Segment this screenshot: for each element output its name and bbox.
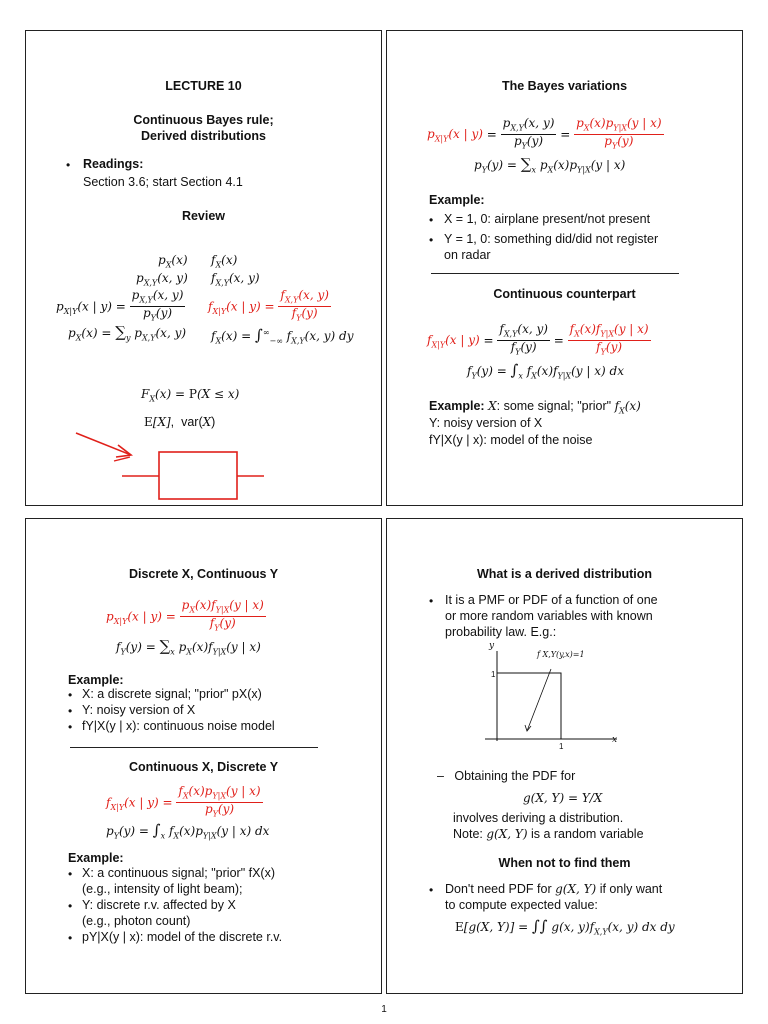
divider [70, 747, 318, 748]
formula-expectation: E[g(X, Y)] = ∫∫ g(x, $y)f_{X,Y}(x$, y) dx dy [455, 917, 675, 937]
example-bullet-2: Y: noisy version of X [82, 703, 196, 717]
formula-fmarg: $f_X(x) = \int^\infty_{-\infty}$ $f_{X,Y}(x$, y) dy [211, 326, 354, 346]
example-label: Example: [429, 193, 485, 207]
bullet-icon: • [429, 883, 434, 897]
slide-lecture-10 [25, 30, 382, 506]
formula-gxy: g(X, Y) = Y/X [523, 791, 603, 805]
figure-y-one: 1 [491, 670, 496, 679]
example2-line-2: Y: noisy version of X [429, 416, 543, 430]
figure-x-label: x [612, 735, 618, 745]
bullet-icon: • [429, 213, 434, 227]
example-label: Example: [68, 673, 124, 687]
example-bullet-3: fY|X(y | x): continuous noise model [82, 719, 275, 733]
example2-bullet-3: pY|X(y | x): model of the discrete r.v. [82, 930, 283, 944]
involves-text: involves deriving a distribution. [453, 811, 624, 825]
example-bullet-1: X = 1, 0: airplane present/not present [444, 212, 651, 226]
example-bullet-2-cont: on radar [444, 248, 491, 262]
slide-title: What is a derived distribution [476, 567, 653, 581]
bullet-icon: • [429, 233, 434, 247]
formula-py-int: $p_Y(y) = \int_x$ $f_X(x)p_{Y|X}(y$ | x) dx [106, 821, 270, 841]
slide-title: LECTURE 10 [165, 79, 242, 93]
formula-fcond: $f_{X|Y}(x$ | y) = $\frac{f_{X,Y}(x, y)}{f_Y(y)}$ [208, 288, 329, 323]
example2-bullet-1: X: a continuous signal; "prior" fX(x) [82, 866, 275, 880]
bullet-icon: • [68, 704, 73, 718]
page-number: 1 [381, 1004, 387, 1015]
example2-line-3: fY|X(y | x): model of the noise [429, 433, 593, 447]
slide-bayes-variations [386, 30, 743, 506]
bullet-icon: • [68, 867, 73, 881]
bullet-icon: • [66, 158, 71, 172]
formula-fxy: $f_{X,Y}(x$, y) [211, 271, 260, 288]
when-not-heading: When not to find them [498, 856, 631, 870]
bullet1-line-1: It is a PMF or PDF of a function of one [445, 593, 658, 607]
example2-label: Example: [68, 851, 124, 865]
formula-fxgy: $f_{X|Y}(x$ | y) = $\frac{f_X(x)p_{Y|X}(y | x)}{p_Y(y)}$ [106, 784, 261, 819]
example-bullet-2: Y = 1, 0: something did/did not register [444, 232, 659, 246]
formula-fy-total: $f_Y(y) = \int_x$ $f_X(x)f_{Y|X}(y$ | x) dx [467, 361, 624, 381]
formula-bayes-discrete: $p_{X|Y}(x$ | y) = $\frac{p_{X,Y}(x, y)}{p_Y(y)}$ = $\frac{p_X(x)p_{Y|X}(y | x)}{p_Y(y)}$ [427, 116, 662, 151]
example2-bullet-1-cont: (e.g., intensity of light beam); [82, 882, 243, 896]
example2-bullet-2: Y: discrete r.v. affected by X [82, 898, 236, 912]
slide-title: Discrete X, Continuous Y [128, 567, 279, 581]
formula-pcond: $p_{X|Y}(x$ | y) = $\frac{p_{X,Y}(x, y)}{p_Y(y)}$ [56, 288, 184, 323]
slide-subtitle-2: Derived distributions [140, 129, 267, 143]
formula-bayes-continuous: $f_{X|Y}(x$ | y) = $\frac{f_{X,Y}(x, y)}{f_Y(y)}$ = $\frac{f_X(x)f_{Y|X}(y | x)}{f_Y(y)}$ [427, 322, 649, 357]
slide-derived-distribution [386, 518, 743, 994]
dash-line: – Obtaining the PDF for [437, 769, 576, 783]
readings-text: Section 3.6; start Section 4.1 [83, 175, 243, 189]
figure-x-one: 1 [559, 742, 564, 751]
figure-y-label: y [489, 641, 495, 651]
formula-px: $p_X(x)$ [158, 253, 188, 270]
formula-cdf: $F_X(x) = P(X \le x)$ [141, 387, 240, 404]
formula-ev-var: E[X], var(X) [144, 415, 216, 429]
formula-py-total: $p_Y(y) = \sum_x$ $p_X(x)p_{Y|X}(y$ | x) [474, 155, 626, 175]
divider [431, 273, 679, 274]
bullet-icon: • [68, 720, 73, 734]
handwritten-box-sketch [26, 423, 383, 507]
bullet1-line-2: or more random variables with known [445, 609, 653, 623]
bullet2-line-2: to compute expected value: [445, 898, 598, 912]
example-bullet-1: X: a discrete signal; "prior" pX(x) [82, 687, 262, 701]
continuous-heading: Continuous counterpart [493, 287, 636, 301]
slide-title: The Bayes variations [501, 79, 628, 93]
bullet-icon: • [68, 931, 73, 945]
review-heading: Review [181, 209, 226, 223]
note-text: Note: g(X, Y) is a random variable [453, 827, 644, 841]
formula-pxy: $p_{X,Y}(x$, y) [136, 271, 188, 288]
slide-discrete-continuous [25, 518, 382, 994]
bullet-icon: • [429, 594, 434, 608]
formula-fx: $f_X(x)$ [211, 253, 238, 270]
bullet-icon: • [68, 899, 73, 913]
formula-pmarg: $p_X(x) = \sum_y$ $p_{X,Y}(x$, y) [68, 323, 187, 343]
formula-pxgy: $p_{X|Y}(x$ | y) = $\frac{p_X(x)f_{Y|X}(y | x)}{f_Y(y)}$ [106, 598, 264, 633]
example2-line-1: Example: X: some signal; "prior" $f_X(x)$ [429, 399, 641, 416]
bullet1-line-3: probability law. E.g.: [445, 625, 557, 639]
readings-label: Readings: [83, 157, 144, 171]
example2-bullet-2-cont: (e.g., photon count) [82, 914, 191, 928]
bullet-icon: • [68, 688, 73, 702]
figure-density-label: f X,Y(y,x)=1 [537, 650, 585, 659]
bullet2-line-1: Don't need PDF for g(X, Y) if only want [445, 882, 663, 896]
slide-title-2: Continuous X, Discrete Y [128, 760, 279, 774]
slide-subtitle-1: Continuous Bayes rule; [133, 113, 274, 127]
formula-fy-sum: $f_Y(y) = \sum_x$ $p_X(x)f_{Y|X}(y$ | x) [116, 637, 261, 657]
